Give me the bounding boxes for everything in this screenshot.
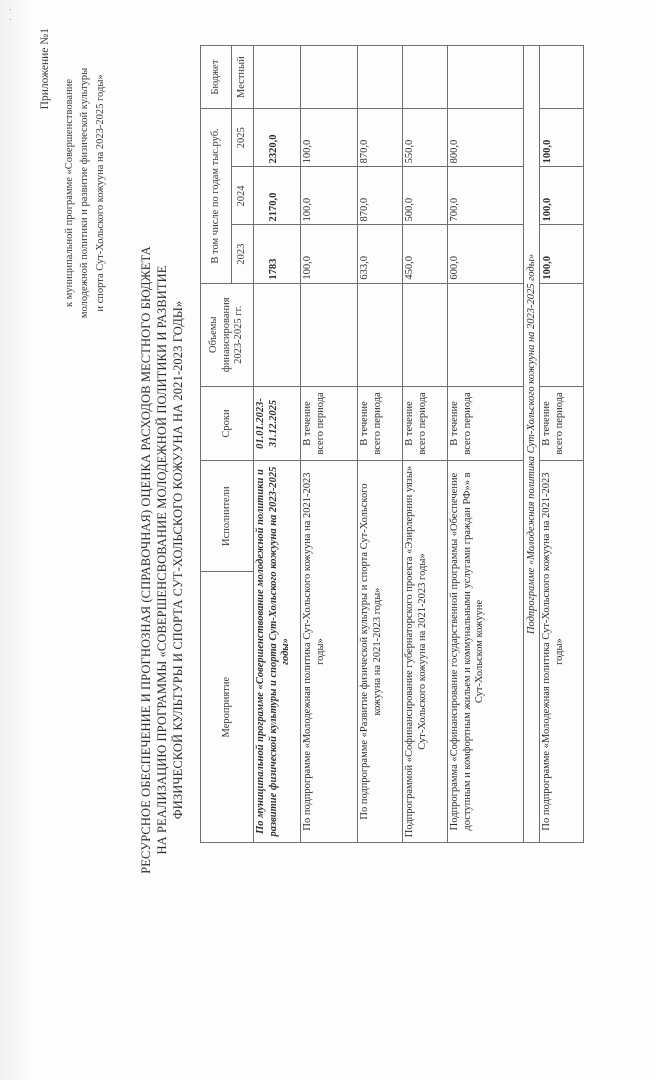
annex-line: молодежной политики и развитие физической культуры: [79, 67, 90, 319]
document-title: [138, 220, 186, 900]
volume-cell: [540, 283, 584, 386]
table-row: [403, 46, 448, 843]
value-2024-cell: 700,0: [448, 167, 524, 225]
table-row: [358, 46, 403, 843]
value-2024-cell: 2170,0: [254, 167, 301, 225]
value-2023-cell: 100,0: [540, 225, 584, 283]
header-executors: Исполнители: [201, 461, 254, 572]
budget-cell: [358, 46, 403, 109]
section-header-row: [524, 46, 540, 843]
header-year-2025: 2025: [232, 109, 254, 167]
header-year-2024: 2024: [232, 167, 254, 225]
volume-cell: [358, 283, 403, 386]
terms-cell: В течение всего периода: [540, 386, 584, 460]
annex-note: [38, 28, 108, 358]
value-2025-cell: 870,0: [358, 109, 403, 167]
event-cell: Подпрограмма «Софинансирование государственной программы «Обеспечение доступным и комфортным жильем и коммунальными услугами граждан РФ»» в Сут-Хольском кожууне: [448, 461, 524, 843]
scan-edge-shadow: [0, 0, 30, 1080]
budget-table: [200, 45, 584, 843]
value-2025-cell: 800,0: [448, 109, 524, 167]
header-budget: Бюджет: [201, 46, 232, 109]
annex-line: и спорта Сут-Хольского кожууна на 2023-2025 годы»: [94, 74, 106, 312]
header-terms: Сроки: [201, 386, 254, 460]
terms-cell: В течение всего периода: [403, 386, 448, 460]
value-2025-cell: 100,0: [301, 109, 358, 167]
event-cell: По подпрограмме «Развитие физической культуры и спорта Сут-Хольского кожууна на 2021-2023 годы»: [358, 461, 403, 843]
table-row: [448, 46, 524, 843]
section-title: Подпрограмме «Молодежная политика Сут-Хольского кожууна на 2023-2025 годы»: [524, 46, 540, 843]
budget-cell: [301, 46, 358, 109]
budget-cell: [540, 46, 584, 109]
value-2024-cell: 100,0: [540, 167, 584, 225]
table-row: [301, 46, 358, 843]
budget-cell: [403, 46, 448, 109]
event-cell: По муниципальной программе «Совершенствование молодежной политики и развитие физической культуры и спорта Сут-Хольского кожууна на 2023-2025 годы»: [254, 461, 301, 843]
event-cell: По подпрограмме «Молодежная политика Сут-Хольского кожууна на 2021-2023 годы»: [540, 461, 584, 843]
header-volume: Объемы финансирования 2023-2025 гг.: [201, 283, 254, 386]
annex-line: к муниципальной программе «Совершенствование: [63, 79, 75, 307]
volume-cell: [403, 283, 448, 386]
value-2023-cell: 600,0: [448, 225, 524, 283]
terms-cell: В течение всего периода: [358, 386, 403, 460]
terms-cell: 01.01.2023-31.12.2025: [254, 386, 301, 460]
header-budget-type: Местный: [232, 46, 254, 109]
value-2023-cell: 100,0: [301, 225, 358, 283]
table-header-row: [201, 46, 232, 843]
event-cell: Подпрограммой «Софинансирование губернаторского проекта «Эзирлернин уязы» Сут-Хольского кожууна на 2021-2023 годы»: [403, 461, 448, 843]
budget-cell: [448, 46, 524, 109]
annex-number: Приложение №1: [39, 28, 51, 110]
header-event: Мероприятие: [201, 572, 254, 843]
terms-cell: В течение всего периода: [301, 386, 358, 460]
value-2024-cell: 100,0: [301, 167, 358, 225]
value-2023-cell: 1783: [254, 225, 301, 283]
value-2025-cell: 2320,0: [254, 109, 301, 167]
value-2024-cell: 500,0: [403, 167, 448, 225]
terms-cell: В течение всего периода: [448, 386, 524, 460]
event-cell: По подпрограмме «Молодежная политика Сут-Хольского кожууна на 2021-2023 годы»: [301, 461, 358, 843]
table-row: [254, 46, 301, 843]
title-line: РЕСУРСНОЕ ОБЕСПЕЧЕНИЕ И ПРОГНОЗНАЯ (СПРАВОЧНАЯ) ОЦЕНКА РАСХОДОВ МЕСТНОГО БЮДЖЕТА: [139, 246, 153, 874]
value-2025-cell: 550,0: [403, 109, 448, 167]
value-2023-cell: 450,0: [403, 225, 448, 283]
volume-cell: [254, 283, 301, 386]
scan-speckles: · ·: [6, 6, 17, 22]
header-year-2023: 2023: [232, 225, 254, 283]
volume-cell: [448, 283, 524, 386]
value-2025-cell: 100,0: [540, 109, 584, 167]
header-by-years: В том числе по годам тыс.руб.: [201, 109, 232, 283]
value-2023-cell: 633,0: [358, 225, 403, 283]
title-line: НА РЕАЛИЗАЦИЮ ПРОГРАММЫ «СОВЕРШЕНСВОВАНИЕ МОЛОДЕЖНОЙ ПОЛИТИКИ И РАЗВИТИЕ: [155, 265, 169, 855]
table-row: [540, 46, 584, 843]
value-2024-cell: 870,0: [358, 167, 403, 225]
title-line: ФИЗИЧЕСКОЙ КУЛЬТУРЫ И СПОРТА СУТ-ХОЛЬСКОГО КОЖУУНА НА 2021-2023 ГОДЫ»: [171, 300, 185, 820]
budget-cell: [254, 46, 301, 109]
volume-cell: [301, 283, 358, 386]
